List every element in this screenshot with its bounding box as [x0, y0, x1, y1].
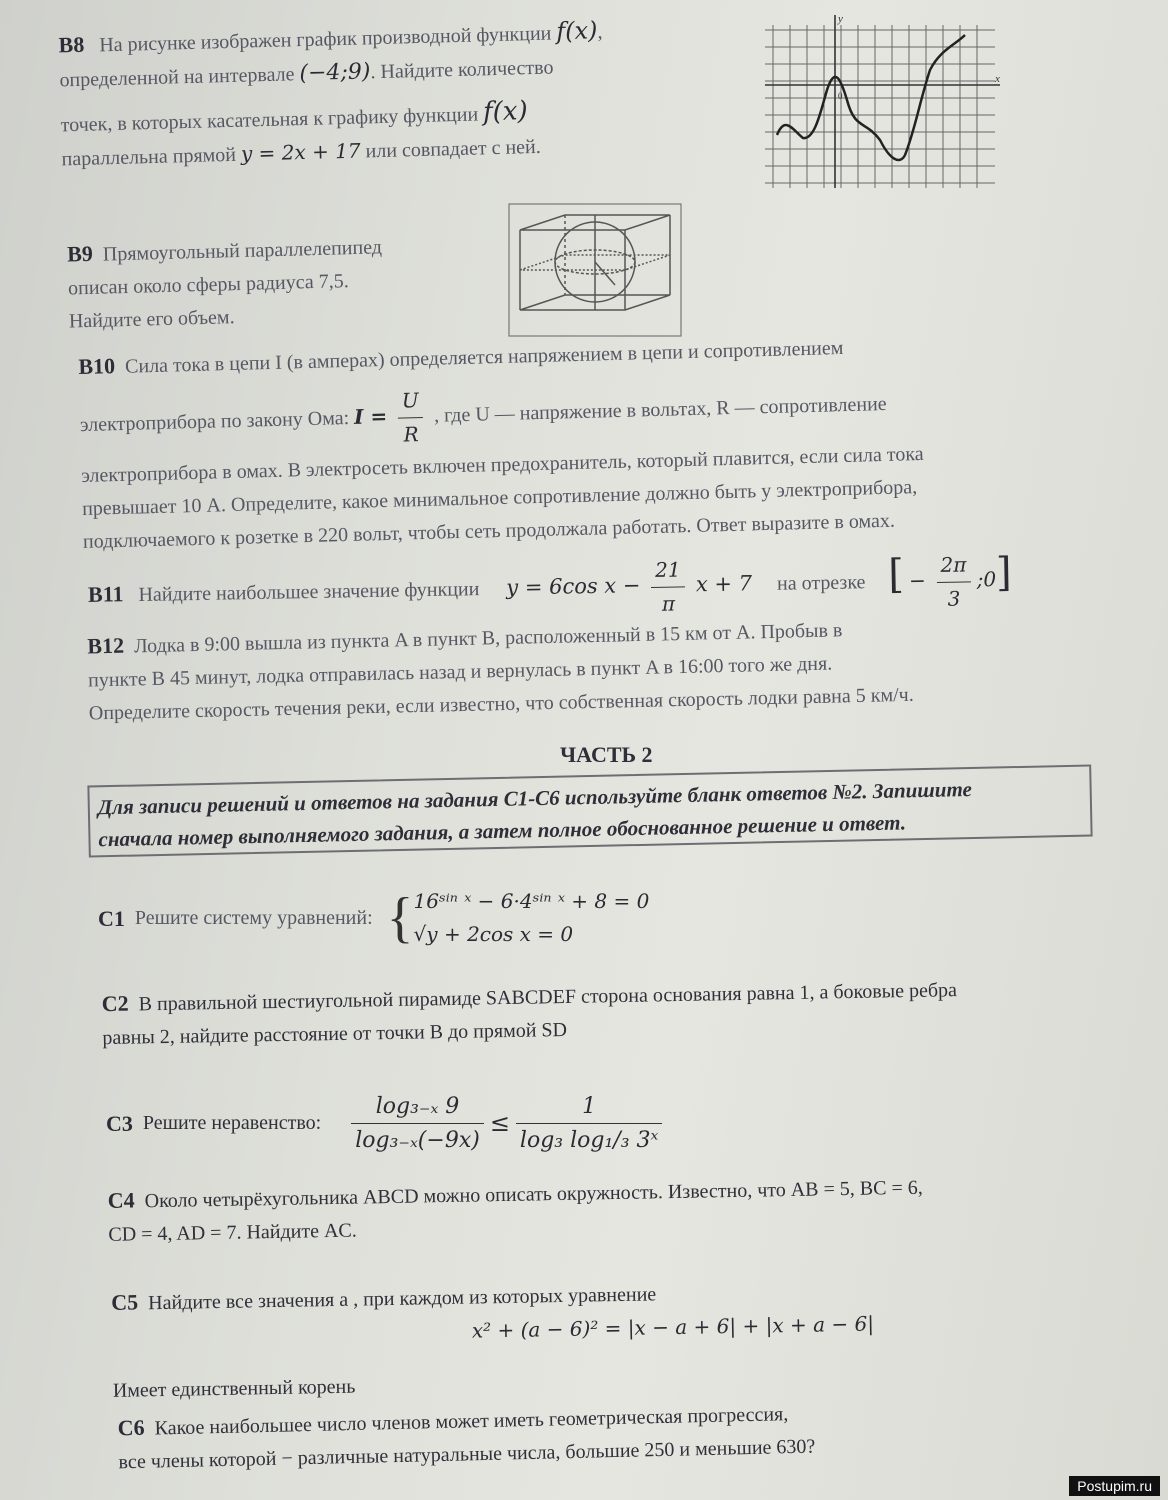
denominator: log₃₋ₓ(−9x)	[355, 1128, 480, 1153]
parallelepiped-figure	[505, 200, 685, 340]
task-c1: C1 Решите систему уравнений: { 16ˢⁱⁿ ˣ − 6·4ˢⁱⁿ ˣ + 8 = 0 √y + 2cos x = 0	[98, 887, 650, 949]
task-text: Решите систему уравнений:	[134, 906, 373, 929]
operator: ≤	[489, 1109, 510, 1137]
task-c3	[106, 1090, 806, 1157]
task-text: Решите неравенство:	[142, 1112, 322, 1134]
derivative-graph	[755, 10, 1005, 190]
y-axis-label: y	[838, 13, 843, 25]
part-title: ЧАСТЬ 2	[560, 742, 653, 767]
fraction	[936, 548, 971, 616]
numerator: 1	[516, 1090, 662, 1124]
task-text: На рисунке изображен график производной функции	[99, 22, 552, 57]
task-label: C2	[101, 990, 129, 1017]
origin-label: 0	[838, 91, 843, 101]
formula: y = 2x + 17	[240, 138, 361, 166]
formula: f(x)	[482, 96, 529, 128]
equation: x² + (a − 6)² = |x − a + 6| + |x + a − 6|	[471, 1311, 875, 1343]
task-label: C1	[98, 905, 125, 931]
denominator: log₃ log₁/₃ 3ˣ	[519, 1128, 659, 1153]
numerator: U	[397, 384, 423, 419]
task-text: , где U — напряжение в вольтах, R — сопротивление	[433, 392, 887, 427]
task-text: Какое наибольшее число членов может иметь геометрическая прогрессия,	[154, 1403, 789, 1440]
task-text: В правильной шестиугольной пирамиде SABCDEF сторона основания равна 1, а боковые ребра	[138, 979, 958, 1016]
fraction	[351, 1090, 484, 1157]
task-b10	[78, 324, 1093, 559]
task-label: C3	[106, 1111, 133, 1136]
task-text: Определите скорость течения реки, если известно, что собственная скорость лодки равна 5 км/ч.	[88, 683, 914, 725]
task-label: B11	[87, 581, 124, 607]
task-text: электроприбора по закону Ома:	[79, 407, 350, 437]
formula: −	[908, 568, 927, 593]
fraction	[516, 1090, 662, 1157]
task-label: C5	[111, 1289, 139, 1315]
watermark: Postupim.ru	[1069, 1476, 1160, 1496]
task-text: CD = 4, AD = 7. Найдите AC.	[108, 1219, 357, 1246]
formula: I =	[353, 404, 388, 429]
equation: 16ˢⁱⁿ ˣ − 6·4ˢⁱⁿ ˣ + 8 = 0	[413, 889, 650, 913]
task-b11: B11 Найдите наибольшее значение функции y = 6cos x − $\frac{21}{\pi}$ x + 7 на отрезке [ − $\frac{2\pi}{3}$ ;0]	[87, 546, 1098, 631]
instructions-line: сначала номер выполняемого задания, а затем полное обоснованное решение и ответ.	[98, 810, 907, 852]
task-text: описан около сферы радиуса 7,5.	[67, 270, 349, 300]
task-text: на отрезке	[776, 571, 866, 595]
formula: ;0	[976, 567, 997, 592]
task-text: подключаемого к розетке в 220 вольт, чтобы сеть продолжала работать. Ответ выразите в омах.	[82, 509, 896, 553]
task-text: Найдите его объем.	[68, 306, 235, 333]
task-text: пункте B 45 минут, лодка отправилась назад и вернулась в пункт A в 16:00 того же дня.	[87, 652, 833, 692]
task-text: превышает 10 А. Определите, какое минимальное сопротивление должно быть у электроприбора,	[81, 476, 918, 520]
task-text: электроприбора в омах. В электросеть включен предохранитель, который плавится, если сила тока	[81, 442, 924, 487]
instructions-box	[87, 764, 1092, 857]
task-text: Найдите наибольшее значение функции	[138, 578, 480, 607]
numerator: 21	[651, 553, 685, 588]
denominator: R	[403, 422, 419, 447]
task-c4	[107, 1166, 1128, 1252]
task-b9	[67, 227, 489, 339]
task-text: или совпадает с ней.	[365, 135, 541, 163]
task-label: B12	[87, 632, 125, 659]
task-c2	[101, 969, 1142, 1055]
task-label: C6	[117, 1414, 145, 1441]
x-axis-label: x	[995, 73, 1000, 85]
formula: y = 6cos x −	[506, 573, 641, 600]
task-b8: B8 На рисунке изображен график производной функции f(x), определенной на интервале (−4;9). Найдите количество точек, в которых касательная к графику функции f(x) параллельна прямой y = 2x + 17 или совпадает с ней.	[58, 16, 603, 171]
task-text: Лодка в 9:00 вышла из пункта A в пункт B, расположенный в 15 км от A. Пробыв в	[133, 619, 843, 658]
task-label: B10	[78, 353, 116, 379]
formula: x + 7	[695, 571, 753, 597]
task-label: C4	[107, 1187, 135, 1213]
instructions-line: Для записи решений и ответов на задания С1-С6 используйте бланк ответов №2. Запишите	[97, 777, 973, 820]
task-text: точек, в которых касательная к графику функции	[60, 103, 479, 137]
fraction	[651, 553, 686, 621]
task-b12	[87, 607, 1099, 731]
task-label: B8	[58, 31, 85, 58]
task-text: Прямоугольный параллелепипед	[102, 236, 383, 266]
task-text: Около четырёхугольника ABCD можно описать окружность. Известно, что AB = 5, BC = 6,	[144, 1176, 923, 1213]
task-label: B9	[66, 240, 94, 267]
task-c5	[111, 1270, 1013, 1408]
denominator: π	[661, 591, 676, 616]
task-text: Найдите количество	[380, 56, 554, 83]
formula: (−4;9)	[299, 59, 371, 87]
task-text: Сила тока в цепи I (в амперах) определяется напряжением в цепи и сопротивлением	[124, 336, 844, 378]
fraction	[397, 384, 424, 452]
task-text: Имеет единственный корень	[112, 1375, 356, 1402]
equation: √y + 2cos x = 0	[413, 922, 574, 946]
task-text: равны 2, найдите расстояние от точки B до прямой SD	[102, 1018, 568, 1050]
task-text: Найдите все значения a , при каждом из которых уравнение	[148, 1283, 657, 1315]
task-text: определенной на интервале	[59, 63, 295, 92]
denominator: 3	[947, 586, 961, 611]
numerator: 2π	[936, 548, 970, 583]
task-text: все члены которой − различные натуральные числа, большие 250 и меньшие 630?	[118, 1435, 816, 1474]
formula: f(x)	[555, 16, 598, 46]
task-text: параллельна прямой	[61, 143, 237, 171]
numerator: log₃₋ₓ 9	[351, 1090, 484, 1124]
